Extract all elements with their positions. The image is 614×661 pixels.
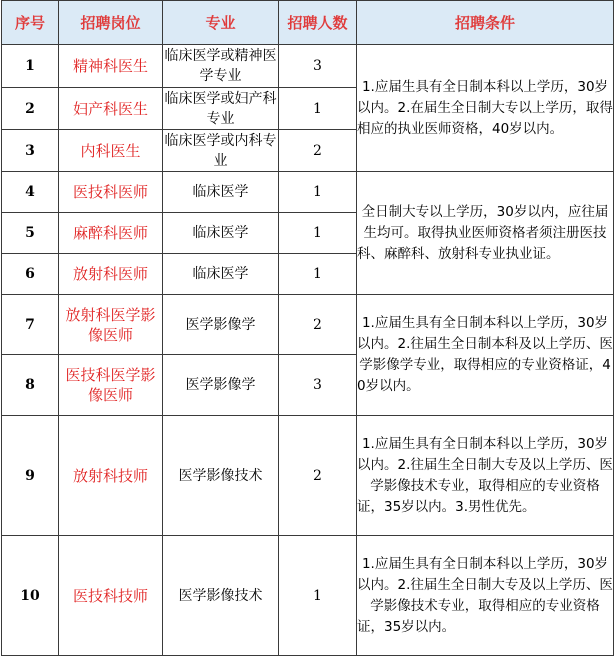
conditions-cell: 1.应届生具有全日制本科以上学历，30岁以内。2.往届生全日制大专及以上学历、医学影像技术专业，取得相应的专业资格证，35岁以内。3.男性优先。 — [357, 416, 614, 536]
post-name: 内科医生 — [59, 130, 163, 172]
conditions-cell: 1.应届生具有全日制本科以上学历，30岁以内。2.往届生全日制本科及以上学历、医学影像学专业，取得相应的专业资格证，40岁以内。 — [357, 295, 614, 416]
major-name: 医学影像技术 — [163, 416, 279, 536]
row-number: 7 — [2, 295, 59, 355]
header-post: 招聘岗位 — [59, 1, 163, 45]
table-row — [2, 45, 614, 88]
headcount: 1 — [279, 213, 357, 254]
header-count: 招聘人数 — [279, 1, 357, 45]
post-name: 放射科医师 — [59, 254, 163, 295]
post-name: 医技科医师 — [59, 172, 163, 213]
conditions-cell: 1.应届生具有全日制本科以上学历，30岁以内。2.在届生全日制大专以上学历，取得相应的执业医师资格，40岁以内。 — [357, 45, 614, 172]
row-number: 6 — [2, 254, 59, 295]
row-number: 4 — [2, 172, 59, 213]
row-number: 5 — [2, 213, 59, 254]
major-name: 临床医学 — [163, 172, 279, 213]
header-conditions: 招聘条件 — [357, 1, 614, 45]
row-number: 3 — [2, 130, 59, 172]
major-name: 临床医学或内科专业 — [163, 130, 279, 172]
row-number: 2 — [2, 88, 59, 130]
major-name: 医学影像学 — [163, 295, 279, 355]
headcount: 2 — [279, 416, 357, 536]
table-row — [2, 536, 614, 656]
major-name: 医学影像学 — [163, 355, 279, 416]
major-name: 临床医学 — [163, 213, 279, 254]
major-name: 医学影像技术 — [163, 536, 279, 656]
table-row — [2, 295, 614, 355]
row-number: 1 — [2, 45, 59, 88]
headcount: 1 — [279, 88, 357, 130]
major-name: 临床医学 — [163, 254, 279, 295]
conditions-cell: 1.应届生具有全日制本科以上学历，30岁以内。2.往届生全日制大专及以上学历、医学影像技术专业，取得相应的专业资格证，35岁以内。 — [357, 536, 614, 656]
table-row — [2, 416, 614, 536]
post-name: 放射科技师 — [59, 416, 163, 536]
post-name: 放射科医学影像医师 — [59, 295, 163, 355]
headcount: 3 — [279, 355, 357, 416]
conditions-cell: 全日制大专以上学历，30岁以内，应往届生均可。取得执业医师资格者须注册医技科、麻醉科、放射科专业执业证。 — [357, 172, 614, 295]
post-name: 精神科医生 — [59, 45, 163, 88]
headcount: 1 — [279, 254, 357, 295]
table-row — [2, 172, 614, 213]
row-number: 9 — [2, 416, 59, 536]
header-no: 序号 — [2, 1, 59, 45]
post-name: 麻醉科医师 — [59, 213, 163, 254]
post-name: 医技科技师 — [59, 536, 163, 656]
headcount: 1 — [279, 536, 357, 656]
headcount: 3 — [279, 45, 357, 88]
row-number: 8 — [2, 355, 59, 416]
post-name: 医技科医学影像医师 — [59, 355, 163, 416]
headcount: 2 — [279, 130, 357, 172]
headcount: 1 — [279, 172, 357, 213]
row-number: 10 — [2, 536, 59, 656]
major-name: 临床医学或精神医学专业 — [163, 45, 279, 88]
post-name: 妇产科医生 — [59, 88, 163, 130]
header-major: 专业 — [163, 1, 279, 45]
recruitment-table — [1, 0, 614, 656]
major-name: 临床医学或妇产科专业 — [163, 88, 279, 130]
header-row — [2, 1, 614, 45]
headcount: 2 — [279, 295, 357, 355]
